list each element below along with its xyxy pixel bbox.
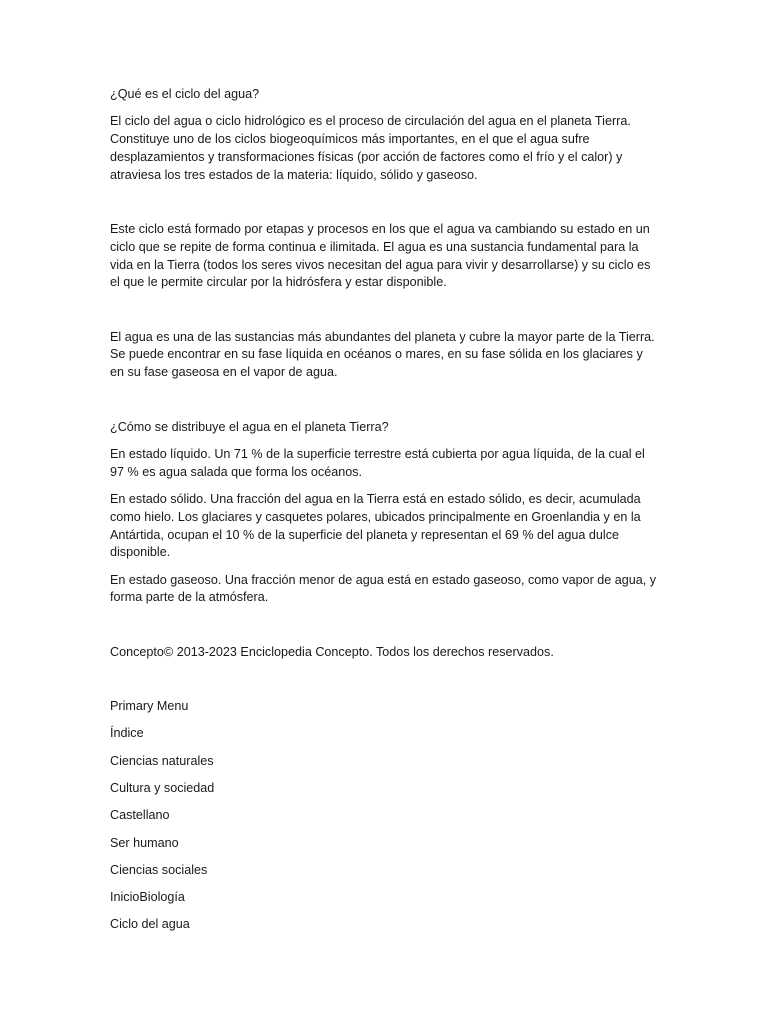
spacer [110,194,660,221]
paragraph: El ciclo del agua o ciclo hidrológico es el proceso de circulación del agua en el planeta Tierra. Constituye uno de los ciclos biogeoquímicos más importantes, en el que el agua sufre desplazamientos y transformaciones físicas (por acción de factores como el frío y el calor) y atraviesa los tres estados de la materia: líquido, sólido y gaseoso. [110,114,631,182]
section-heading: ¿Cómo se distribuye el agua en el planeta Tierra? [110,419,389,434]
paragraph: En estado sólido. Una fracción del agua en la Tierra está en estado sólido, es decir, acumulada como hielo. Los glaciares y casquetes polares, ubicados principalmente en Groenlandia y en la Antártida, ocupan el 10 % de la superficie del planeta y representan el 69 % del agua dulce disponible. [110,491,641,560]
spacer [110,671,660,698]
spacer [110,302,660,329]
menu-title: Primary Menu [110,699,189,714]
document-page [110,86,660,944]
paragraph: En estado líquido. Un 71 % de la superficie terrestre está cubierta por agua líquida, de la cual el 97 % es agua salada que forma los océanos. [110,446,645,479]
section-heading: ¿Qué es el ciclo del agua? [110,87,260,101]
menu-item-inicio-biologia[interactable]: InicioBiología [110,890,185,905]
spacer [110,392,660,419]
paragraph: Este ciclo está formado por etapas y procesos en los que el agua va cambiando su estado en un ciclo que se repite de forma continua e ilimitada. El agua es una sustancia fundamental para la vida en la Tierra (todos los seres vivos necesitan del agua para vivir y desarrollarse) y su ciclo es el que le permite circular por la hidrósfera y estar disponible. [110,221,651,290]
copyright-text: Concepto© 2013-2023 Enciclopedia Concepto. Todos los derechos reservados. [110,644,554,659]
menu-item-cultura-y-sociedad[interactable]: Cultura y sociedad [110,780,215,795]
menu-item-castellano[interactable]: Castellano [110,808,170,823]
menu-item-ciencias-naturales[interactable]: Ciencias naturales [110,753,214,768]
menu-item-ciencias-sociales[interactable]: Ciencias sociales [110,862,208,877]
paragraph: En estado gaseoso. Una fracción menor de agua está en estado gaseoso, como vapor de agua, y forma parte de la atmósfera. [110,572,657,605]
menu-item-indice[interactable]: Índice [110,726,144,741]
spacer [110,617,660,644]
paragraph: El agua es una de las sustancias más abundantes del planeta y cubre la mayor parte de la Tierra. Se puede encontrar en su fase líquida en océanos o mares, en su fase sólida en los glaciares y en su fase gaseosa en el vapor de agua. [110,329,655,380]
menu-item-ser-humano[interactable]: Ser humano [110,835,179,850]
menu-item-ciclo-del-agua[interactable]: Ciclo del agua [110,917,190,932]
